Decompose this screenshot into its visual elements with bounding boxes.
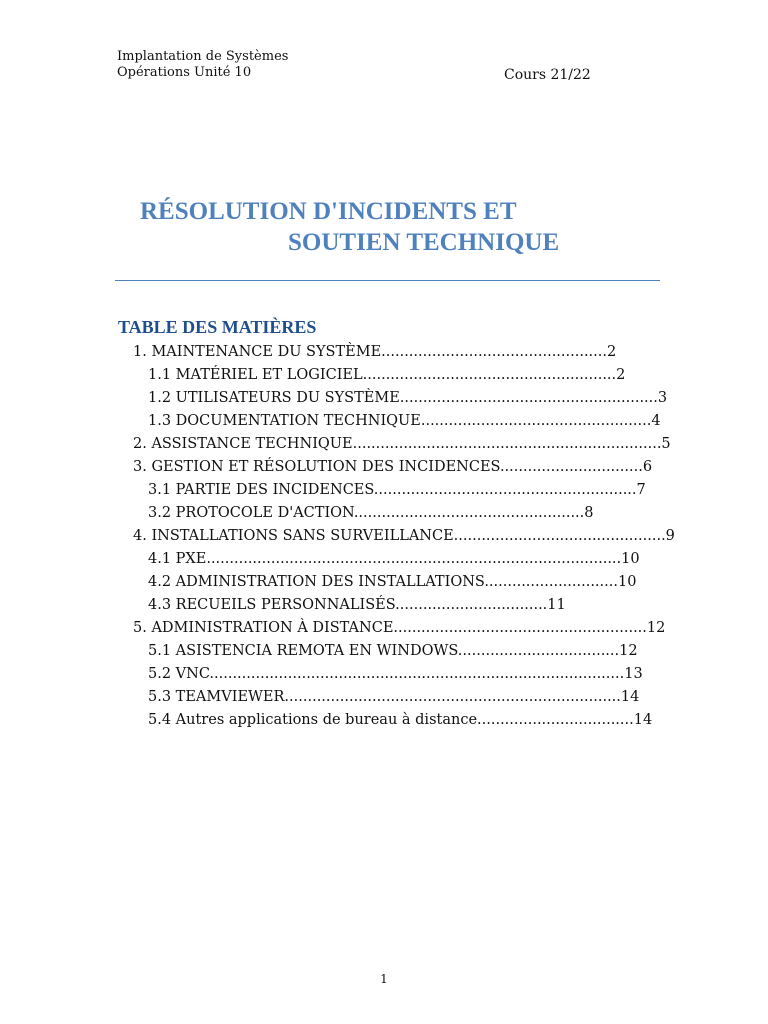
- toc-entry[interactable]: 1. MAINTENANCE DU SYSTÈME.................................................2: [133, 344, 617, 360]
- toc-entry[interactable]: 1.2 UTILISATEURS DU SYSTÈME........................................................3: [148, 390, 668, 406]
- toc-entry[interactable]: 5.3 TEAMVIEWER.........................................................................14: [148, 689, 640, 705]
- toc-entry[interactable]: 3.1 PARTIE DES INCIDENCES.........................................................7: [148, 482, 646, 498]
- document-title-line-2: SOUTIEN TECHNIQUE: [288, 229, 560, 256]
- toc-entry[interactable]: 5. ADMINISTRATION À DISTANCE.......................................................12: [133, 620, 666, 636]
- header-subject: Implantation de Systèmes: [117, 49, 289, 64]
- document-header: [117, 49, 288, 81]
- header-unit: Opérations Unité 10: [117, 65, 252, 80]
- toc-entry[interactable]: 5.4 Autres applications de bureau à distance..................................14: [148, 712, 653, 728]
- page-number: 1: [380, 972, 388, 986]
- header-course-year: Cours 21/22: [504, 67, 591, 83]
- toc-entry[interactable]: 3. GESTION ET RÉSOLUTION DES INCIDENCES...............................6: [133, 459, 653, 475]
- toc-entry[interactable]: 5.1 ASISTENCIA REMOTA EN WINDOWS...................................12: [148, 643, 638, 659]
- toc-entry[interactable]: 4.3 RECUEILS PERSONNALISÉS.................................11: [148, 597, 566, 613]
- toc-entry[interactable]: 2. ASSISTANCE TECHNIQUE...................................................................5: [133, 436, 671, 452]
- toc-entry[interactable]: 5.2 VNC..........................................................................................13: [148, 666, 643, 682]
- toc-entry[interactable]: 4. INSTALLATIONS SANS SURVEILLANCE..............................................9: [133, 528, 675, 544]
- toc-entry[interactable]: 1.3 DOCUMENTATION TECHNIQUE..................................................4: [148, 413, 661, 429]
- toc-entry[interactable]: 4.2 ADMINISTRATION DES INSTALLATIONS.............................10: [148, 574, 637, 590]
- toc-heading: TABLE DES MATIÈRES: [118, 317, 317, 337]
- toc-entry[interactable]: 4.1 PXE..........................................................................................10: [148, 551, 640, 567]
- document-title-line-1: RÉSOLUTION D'INCIDENTS ET: [140, 198, 517, 225]
- title-divider: [115, 280, 660, 281]
- toc-entry[interactable]: 3.2 PROTOCOLE D'ACTION..................................................8: [148, 505, 594, 521]
- toc-entry[interactable]: 1.1 MATÉRIEL ET LOGICIEL.......................................................2: [148, 367, 626, 383]
